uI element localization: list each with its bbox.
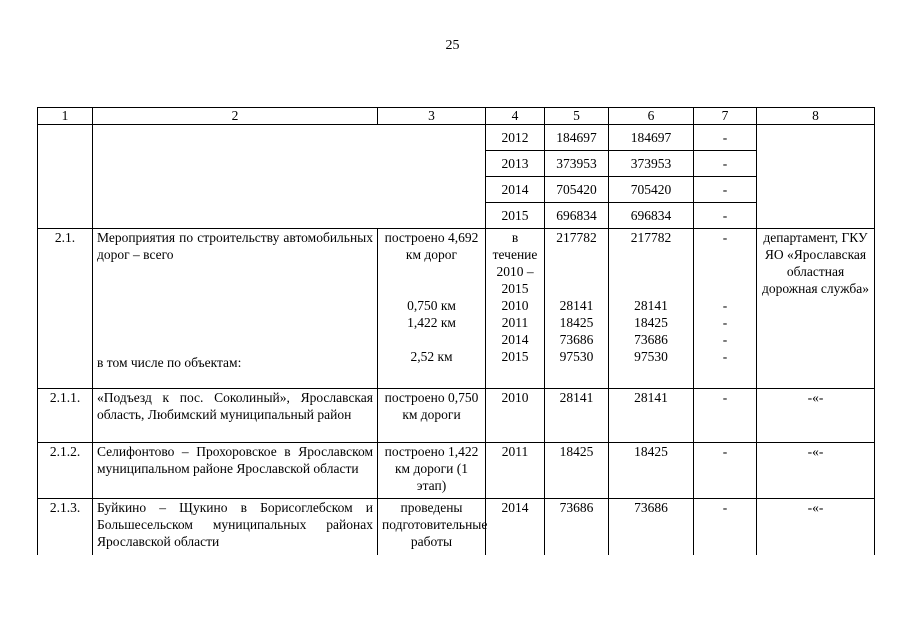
value-cell: 696834: [609, 203, 694, 229]
row-number: 2.1.3.: [38, 499, 93, 555]
value-cell: 373953: [545, 151, 609, 177]
year-cell: 2013: [486, 151, 545, 177]
header-cell: 2: [93, 108, 378, 125]
year: 2011: [501, 315, 529, 330]
row-number: 2.1.1.: [38, 389, 93, 443]
header-cell: 5: [545, 108, 609, 125]
result-cell: построено 0,750 км дороги: [378, 389, 486, 443]
value-cell: -: [694, 177, 757, 203]
header-cell: 6: [609, 108, 694, 125]
value-cell: 73686: [545, 499, 609, 555]
result-sub: 2,52 км: [410, 349, 453, 364]
measure-name: Буйкино – Щукино в Борисоглебском и Большесельском муниципальных районах Ярославской области: [93, 499, 378, 555]
result-sub: 0,750 км: [407, 298, 456, 313]
value: 28141: [634, 298, 668, 313]
measure-name: «Подъезд к пос. Соколиный», Ярославская область, Любимский муниципальный район: [93, 389, 378, 443]
value-cell: 18425: [545, 443, 609, 499]
header-cell: 7: [694, 108, 757, 125]
value-cell: [694, 229, 757, 389]
measure-name: Мероприятия по строительству автомобильных дорог – всего: [97, 230, 373, 262]
value: -: [722, 332, 728, 347]
header-cell: 3: [378, 108, 486, 125]
executor-cell: -«-: [757, 443, 875, 499]
result-cell: проведены подготовительные работы: [378, 499, 486, 555]
value: -: [722, 298, 728, 313]
measure-name: Селифонтово – Прохоровское в Ярославском муниципальном районе Ярославской области: [93, 443, 378, 499]
result-total: построено 4,692 км дорог: [384, 230, 479, 262]
table-row: [38, 389, 875, 443]
executor-cell: -«-: [757, 499, 875, 555]
year-cell: 2011: [486, 443, 545, 499]
value-cell: [545, 229, 609, 389]
value: 97530: [559, 349, 594, 364]
year-cell: 2014: [486, 177, 545, 203]
value-cell: 705420: [609, 177, 694, 203]
year-cell: 2014: [486, 499, 545, 555]
empty-cell: [93, 125, 486, 229]
period: в течение 2010 – 2015: [492, 230, 538, 296]
value-cell: 373953: [609, 151, 694, 177]
row-number: 2.1.: [38, 229, 93, 389]
value: -: [722, 349, 728, 364]
year: 2010: [501, 298, 529, 313]
page-number: 25: [445, 38, 460, 53]
empty-cell: [757, 125, 875, 229]
value-cell: 184697: [545, 125, 609, 151]
value-cell: 184697: [609, 125, 694, 151]
value-cell: 28141: [609, 389, 694, 443]
executor-cell: департамент, ГКУ ЯО «Ярославская областная дорожная служба»: [757, 229, 875, 389]
value-cell: 28141: [545, 389, 609, 443]
header-cell: 1: [38, 108, 93, 125]
executor-cell: -«-: [757, 389, 875, 443]
value-cell: -: [694, 125, 757, 151]
value-cell: 705420: [545, 177, 609, 203]
value: 18425: [634, 315, 668, 330]
value-cell: -: [694, 443, 757, 499]
value: 73686: [634, 332, 668, 347]
value-cell: [609, 229, 694, 389]
table-row: [38, 443, 875, 499]
value: 97530: [634, 349, 668, 364]
header-cell: 8: [757, 108, 875, 125]
value: 18425: [559, 315, 594, 330]
year: 2015: [501, 349, 529, 364]
result-cell: построено 1,422 км дороги (1 этап): [378, 443, 486, 499]
value: -: [722, 315, 728, 330]
row-number: 2.1.2.: [38, 443, 93, 499]
measure-name-cell: [93, 229, 378, 389]
value-cell: -: [694, 151, 757, 177]
year-cell: 2012: [486, 125, 545, 151]
result-sub: [382, 331, 481, 348]
year: 2014: [501, 332, 529, 347]
table-row-2-1: [38, 229, 875, 389]
value: 73686: [559, 332, 594, 347]
header-row: [38, 108, 875, 125]
total-value: 217782: [630, 230, 672, 245]
year-cell: 2015: [486, 203, 545, 229]
result-sub: 1,422 км: [407, 315, 456, 330]
value-cell: -: [694, 203, 757, 229]
result-cell: [378, 229, 486, 389]
value-cell: 696834: [545, 203, 609, 229]
table-row: [38, 499, 875, 555]
value-cell: -: [694, 389, 757, 443]
continued-row: [38, 125, 875, 151]
value: 28141: [559, 298, 594, 313]
measure-subtitle: в том числе по объектам:: [97, 355, 242, 370]
program-table: [37, 107, 875, 555]
value-cell: 73686: [609, 499, 694, 555]
total-value: -: [722, 230, 728, 245]
value-cell: 18425: [609, 443, 694, 499]
empty-cell: [38, 125, 93, 229]
year-cell: [486, 229, 545, 389]
total-value: 217782: [556, 230, 597, 245]
value-cell: -: [694, 499, 757, 555]
year-cell: 2010: [486, 389, 545, 443]
header-cell: 4: [486, 108, 545, 125]
